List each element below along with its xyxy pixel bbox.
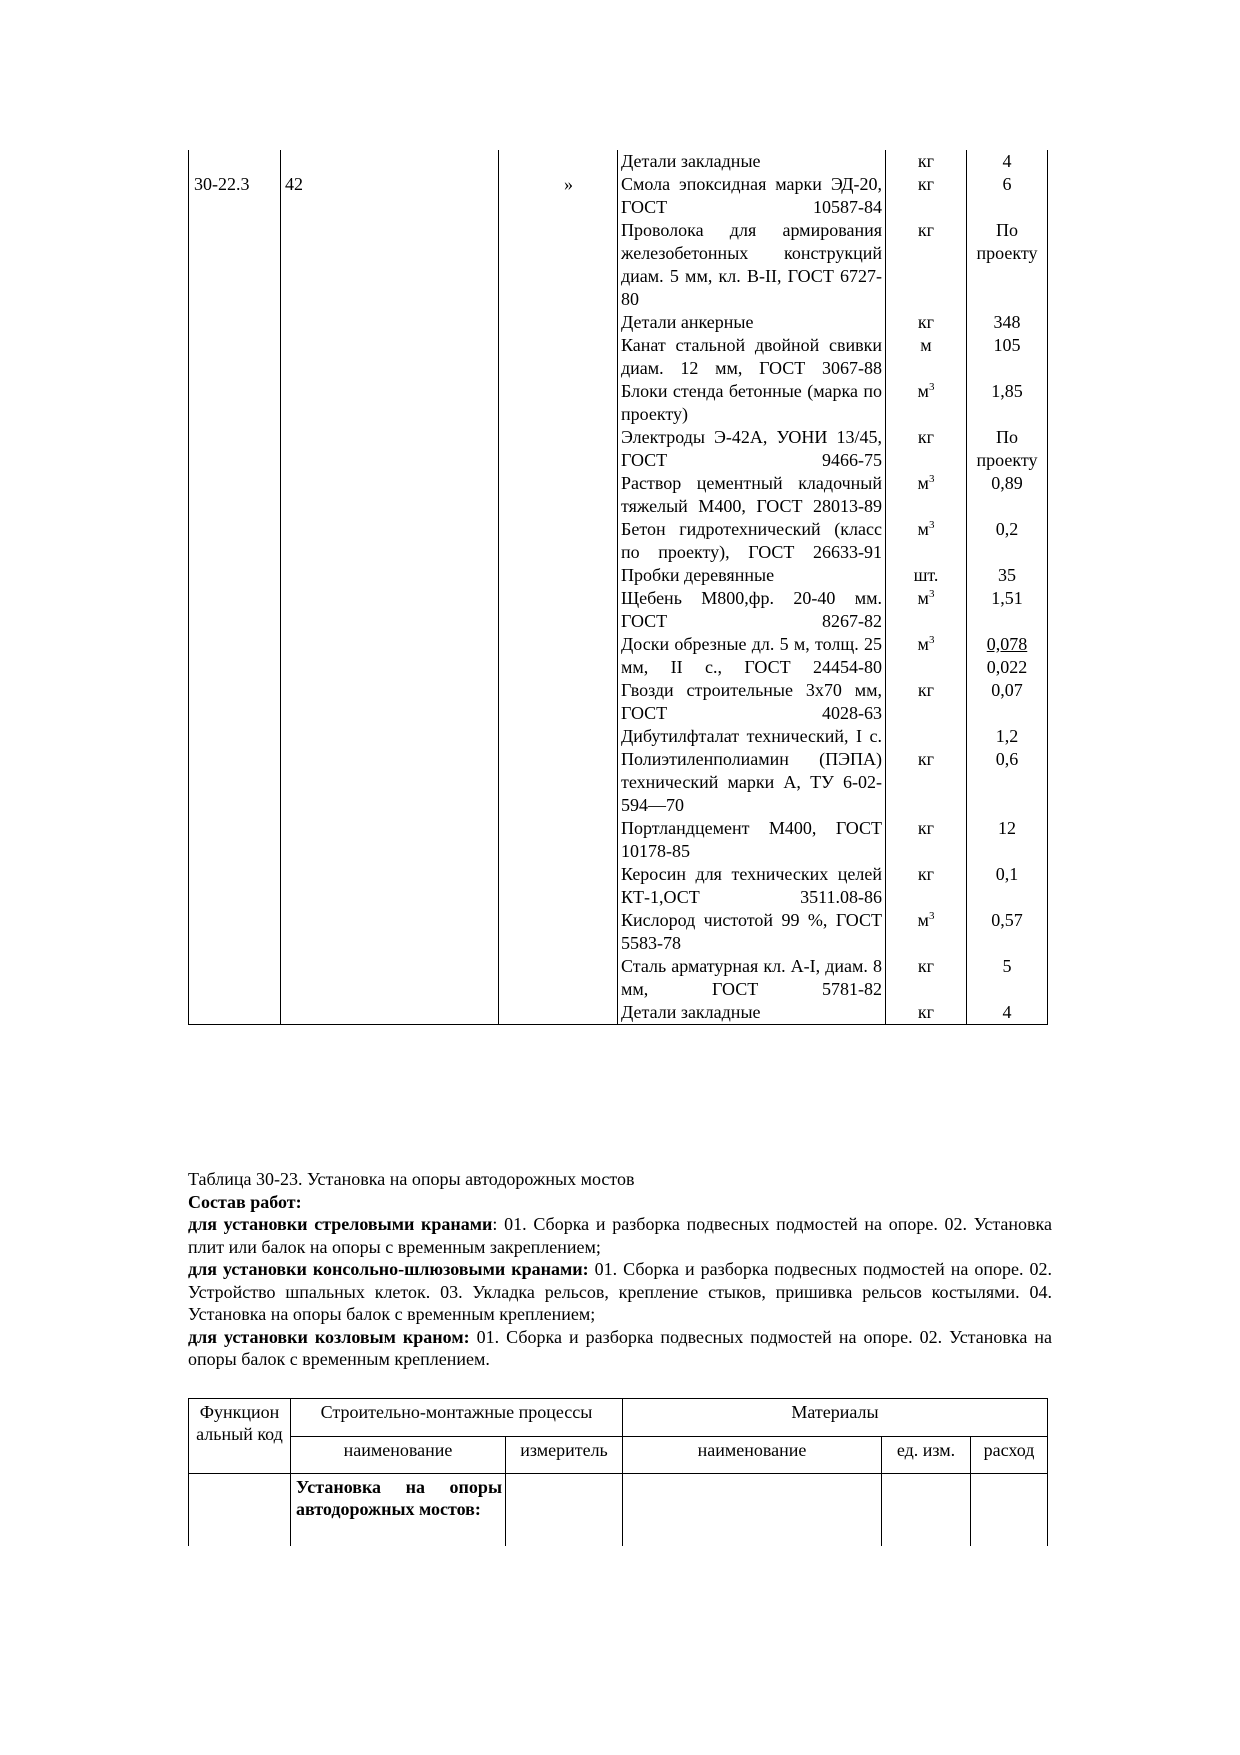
- material-name-line: технический, I с.: [746, 726, 882, 746]
- qty-text: 1,51: [991, 588, 1023, 608]
- cell-measure: [499, 1001, 618, 1025]
- header-materials: Материалы: [623, 1399, 1048, 1437]
- cell-unit: [886, 863, 967, 909]
- material-name-line: Смола эпоксидная марки: [621, 174, 822, 194]
- unit-text: кг: [917, 864, 935, 884]
- unit-text: м: [917, 634, 929, 654]
- cell-code: [189, 426, 281, 472]
- unit-text: кг: [917, 680, 935, 700]
- material-name-line: 26633-91: [813, 542, 882, 562]
- material-name-line: толщ. 25 мм, II с., ГОСТ: [621, 634, 883, 677]
- cell-code: [189, 679, 281, 725]
- material-name-line: конструкций диам. 5 мм, кл.: [621, 243, 882, 286]
- cell-material-name: [618, 150, 886, 173]
- material-name-line: Кислород чистотой 99 %,: [621, 910, 828, 930]
- cell-qty: [967, 863, 1048, 909]
- table-caption: Таблица 30-23. Установка на опоры автодорожных мостов: [188, 1169, 635, 1189]
- cell-unit: [886, 472, 967, 518]
- material-name-line: Проволока для армирования: [621, 220, 882, 240]
- cell-unit: [886, 955, 967, 1001]
- header-process-name: наименование: [291, 1436, 506, 1474]
- unit-superscript: 3: [928, 634, 935, 646]
- table-row: [189, 679, 1048, 725]
- cell-code: [189, 150, 281, 173]
- cell-material-name: [618, 748, 886, 817]
- cell-process: [281, 380, 499, 426]
- unit-text: м: [917, 473, 929, 493]
- qty-text: 0,078: [986, 634, 1028, 654]
- cell-code: [189, 1001, 281, 1025]
- cell-qty: [967, 1001, 1048, 1025]
- material-name-line: (марка по проекту): [621, 381, 882, 424]
- material-name-line: целей КТ-1,ОСТ 3511.08-86: [621, 864, 882, 907]
- cell-measure: [499, 909, 618, 955]
- cell-material-name: [618, 955, 886, 1001]
- cell-unit: [882, 1474, 971, 1547]
- qty-text: По проекту: [976, 220, 1038, 263]
- qty-text: По проекту: [976, 427, 1038, 470]
- cell-unit: [886, 748, 967, 817]
- cell-material-name: [618, 380, 886, 426]
- cell-process: [281, 863, 499, 909]
- table-row: [189, 426, 1048, 472]
- cell-code: [189, 587, 281, 633]
- material-name-line: Детали закладные: [621, 151, 761, 171]
- cell-measure: [499, 380, 618, 426]
- cell-measure: »: [499, 173, 618, 219]
- cell-material-name: [618, 518, 886, 564]
- material-name-line: Электроды Э-42А, УОНИ: [621, 427, 828, 447]
- cell-code: [189, 633, 281, 679]
- cell-unit: [886, 426, 967, 472]
- cell-unit: кг: [886, 150, 967, 173]
- unit-text: кг: [917, 749, 935, 769]
- cell-qty: [967, 564, 1048, 587]
- cell-code: [189, 725, 281, 748]
- cell-consumption: [971, 1474, 1048, 1547]
- cell-process: 42: [281, 173, 499, 219]
- cell-unit: [886, 380, 967, 426]
- header-unit: ед. изм.: [882, 1436, 971, 1474]
- cell-code: [189, 311, 281, 334]
- material-name-line: ГОСТ 8267-82: [621, 611, 882, 631]
- cell-unit: [886, 311, 967, 334]
- cell-qty: [967, 472, 1048, 518]
- cell-measure: [499, 817, 618, 863]
- unit-superscript: 3: [928, 588, 935, 600]
- cell-measure: [499, 334, 618, 380]
- cell-qty: [967, 587, 1048, 633]
- qty-text: 1,85: [991, 381, 1023, 401]
- cell-process: [281, 1001, 499, 1025]
- cell-code: [189, 334, 281, 380]
- cell-measure: [506, 1474, 623, 1547]
- cell-material-name: [618, 334, 886, 380]
- unit-text: м: [917, 381, 929, 401]
- material-name-line: ЭД-20, ГОСТ 10587-84: [621, 174, 883, 217]
- qty-text: 0,2: [995, 519, 1019, 539]
- header-code: Функцион альный код: [189, 1399, 291, 1474]
- table-row: [189, 334, 1048, 380]
- cell-material-name: [618, 633, 886, 679]
- qty-text: 6: [1002, 174, 1012, 194]
- material-name-line: Раствор цементный: [621, 473, 783, 493]
- qty-text: 5: [1002, 956, 1012, 976]
- cell-code: [189, 817, 281, 863]
- cell-process: [281, 633, 499, 679]
- cell-code: [189, 955, 281, 1001]
- table-row: [189, 863, 1048, 909]
- table-row: [189, 817, 1048, 863]
- table-row: [189, 219, 1048, 311]
- unit-superscript: 3: [928, 473, 935, 485]
- cell-code: 30-22.3: [189, 173, 281, 219]
- unit-superscript: 3: [928, 910, 935, 922]
- table-row: [189, 564, 1048, 587]
- cell-unit: [886, 173, 967, 219]
- material-name-line: 3067-88: [822, 358, 882, 378]
- cell-unit: [886, 564, 967, 587]
- material-name-line: железобетонных: [621, 243, 749, 263]
- cell-unit: [886, 633, 967, 679]
- material-name-line: Канат стальной двойной: [621, 335, 820, 355]
- cell-process: [281, 219, 499, 311]
- material-name-line: Бетон гидротехнический: [621, 519, 821, 539]
- qty-text: 0,6: [995, 749, 1019, 769]
- cell-measure: [499, 863, 618, 909]
- table-30-23-header: [188, 1398, 1048, 1546]
- material-name-line: Детали закладные: [621, 1002, 761, 1022]
- cell-process: [281, 679, 499, 725]
- cell-qty: [967, 817, 1048, 863]
- table-row: [189, 725, 1048, 748]
- cell-unit: [886, 334, 967, 380]
- material-name-line: 13/45, ГОСТ 9466-75: [621, 427, 882, 470]
- materials-table-continued: [188, 150, 1048, 1025]
- unit-superscript: 3: [928, 519, 935, 531]
- cell-qty: [967, 955, 1048, 1001]
- unit-text: кг: [917, 956, 935, 976]
- material-name-line: (класс по проекту), ГОСТ: [621, 519, 882, 562]
- material-name-line: В-II, ГОСТ 6727-80: [621, 266, 882, 309]
- material-name-line: мм, ГОСТ 4028-63: [621, 680, 882, 723]
- cell-unit: [886, 817, 967, 863]
- table-row: [189, 909, 1048, 955]
- cell-qty: [967, 173, 1048, 219]
- composition-paragraph-3: для установки козловым краном: 01. Сборка и разборка подвесных подмостей на опоре. 02. Установка на опоры балок с временным креплением.: [188, 1326, 1052, 1369]
- cell-code: [189, 863, 281, 909]
- cell-unit: [886, 679, 967, 725]
- cell-qty: [967, 679, 1048, 725]
- cell-measure: [499, 426, 618, 472]
- cell-code: [189, 518, 281, 564]
- cell-measure: [499, 564, 618, 587]
- cell-process: Установка на опоры автодорожных мостов:: [291, 1474, 506, 1547]
- table-row: [189, 150, 1048, 173]
- header-measure: измеритель: [506, 1436, 623, 1474]
- cell-measure: [499, 518, 618, 564]
- cell-material-name: [618, 219, 886, 311]
- header-material-name: наименование: [623, 1436, 882, 1474]
- cell-material: [623, 1474, 882, 1547]
- cell-qty: [967, 909, 1048, 955]
- table-row: [189, 587, 1048, 633]
- qty-text: 0,07: [991, 680, 1023, 700]
- cell-process: [281, 909, 499, 955]
- cell-unit: [886, 518, 967, 564]
- cell-unit: [886, 219, 967, 311]
- header-row-1: [189, 1399, 1048, 1437]
- cell-process: [281, 472, 499, 518]
- unit-text: кг: [917, 174, 935, 194]
- cell-process: [281, 426, 499, 472]
- cell-unit: [886, 909, 967, 955]
- table-row: [189, 311, 1048, 334]
- table-row: [189, 173, 1048, 219]
- cell-process: [281, 334, 499, 380]
- cell-qty: [967, 633, 1048, 679]
- header-consumption: расход: [971, 1436, 1048, 1474]
- cell-material-name: [618, 679, 886, 725]
- cell-qty: [967, 380, 1048, 426]
- cell-process: [281, 150, 499, 173]
- unit-text: шт.: [913, 565, 939, 585]
- material-name-line: Детали анкерные: [621, 312, 754, 332]
- cell-code: [189, 748, 281, 817]
- cell-measure: [499, 748, 618, 817]
- material-name-line: Блоки стенда бетонные: [621, 381, 802, 401]
- qty-text: 1,2: [995, 726, 1019, 746]
- cell-measure: [499, 955, 618, 1001]
- cell-code: [189, 1474, 291, 1547]
- cell-material-name: [618, 311, 886, 334]
- composition-label: Состав работ:: [188, 1191, 302, 1212]
- cell-measure: [499, 311, 618, 334]
- cell-qty: [967, 219, 1048, 311]
- header-row-2: [189, 1436, 1048, 1474]
- cell-material-name: [618, 587, 886, 633]
- qty-text: 105: [993, 335, 1021, 355]
- cell-measure: [499, 150, 618, 173]
- qty-text: 4: [1002, 1002, 1012, 1022]
- table-row: [189, 1001, 1048, 1025]
- cell-material-name: [618, 725, 886, 748]
- cell-measure: [499, 472, 618, 518]
- table-row: [189, 955, 1048, 1001]
- unit-text: кг: [917, 818, 935, 838]
- table-row: [189, 472, 1048, 518]
- material-name-line: ГОСТ 10178-85: [621, 818, 883, 861]
- cell-measure: [499, 587, 618, 633]
- cell-material-name: [618, 173, 886, 219]
- cell-process: [281, 725, 499, 748]
- cell-process: [281, 748, 499, 817]
- table-row: [189, 380, 1048, 426]
- material-name-line: А, ТУ 6-02-594—70: [621, 772, 882, 815]
- material-name-line: Пробки деревянные: [621, 565, 775, 585]
- material-name-line: диам. 8 мм, ГОСТ 5781-82: [621, 956, 882, 999]
- unit-text: м: [920, 335, 932, 355]
- cell-material-name: [618, 1001, 886, 1025]
- cell-qty: [967, 334, 1048, 380]
- cell-measure: [499, 633, 618, 679]
- cell-process: [281, 518, 499, 564]
- qty-text: 348: [993, 312, 1021, 332]
- material-name-line: ГОСТ 28013-89: [756, 496, 883, 516]
- material-name-line: ГОСТ 5583-78: [621, 910, 882, 953]
- qty-text: 0,89: [991, 473, 1023, 493]
- unit-text: кг: [917, 220, 935, 240]
- cell-material-name: [618, 564, 886, 587]
- cell-qty: 4: [967, 150, 1048, 173]
- qty-text: 0,1: [995, 864, 1019, 884]
- material-name-line: Портландцемент М400,: [621, 818, 817, 838]
- cell-process: [281, 564, 499, 587]
- unit-superscript: 3: [928, 381, 935, 393]
- table-row: [189, 518, 1048, 564]
- unit-text: кг: [917, 1002, 935, 1022]
- cell-measure: [499, 219, 618, 311]
- cell-qty: [967, 518, 1048, 564]
- cell-unit: [886, 587, 967, 633]
- qty-text: 35: [998, 565, 1016, 585]
- cell-qty: [967, 311, 1048, 334]
- material-name-line: Керосин для технических: [621, 864, 829, 884]
- cell-process: [281, 955, 499, 1001]
- material-name-line: Дибутилфталат: [621, 726, 740, 746]
- cell-unit: [886, 1001, 967, 1025]
- cell-code: [189, 380, 281, 426]
- unit-text: м: [917, 910, 929, 930]
- material-name-line: кладочный тяжелый М400,: [621, 473, 883, 516]
- material-name-line: (ПЭПА) технический марки: [621, 749, 882, 792]
- material-name-line: 24454-80: [813, 657, 882, 677]
- composition-paragraph-1: для установки стреловыми кранами: 01. Сборка и разборка подвесных подмостей на опоре. 02. Установка плит или балок на опоры с временным закреплением;: [188, 1214, 1052, 1257]
- composition-paragraph-2: для установки консольно-шлюзовыми кранами: 01. Сборка и разборка подвесных подмостей на опоре. 02. Устройство шпальных клеток. 03. Укладка рельсов, крепление стыков, пришивка рельсов костылями. 04. Установка на опоры балок с временным креплением;: [188, 1259, 1052, 1324]
- material-name-line: Щебень М800,фр. 20-40 мм.: [621, 588, 882, 608]
- cell-material-name: [618, 863, 886, 909]
- unit-text: м: [917, 588, 929, 608]
- cell-code: [189, 909, 281, 955]
- material-name-line: Гвозди строительные 3х70: [621, 680, 842, 700]
- unit-text: кг: [917, 427, 935, 447]
- qty-text-secondary: 0,022: [986, 657, 1028, 677]
- unit-text: м: [917, 519, 929, 539]
- material-name-line: Сталь арматурная кл. А-I,: [621, 956, 821, 976]
- cell-process: [281, 817, 499, 863]
- cell-qty: [967, 725, 1048, 748]
- material-name-line: Доски обрезные дл. 5 м,: [621, 634, 810, 654]
- table-row: [189, 633, 1048, 679]
- cell-qty: [967, 426, 1048, 472]
- unit-text: кг: [917, 312, 935, 332]
- cell-qty: [967, 748, 1048, 817]
- table-row: [189, 748, 1048, 817]
- table-row: [189, 1474, 1048, 1547]
- cell-material-name: [618, 909, 886, 955]
- cell-material-name: [618, 472, 886, 518]
- cell-code: [189, 472, 281, 518]
- material-name-line: свивки диам. 12 мм, ГОСТ: [621, 335, 882, 378]
- cell-material-name: [618, 817, 886, 863]
- header-processes: Строительно-монтажные процессы: [291, 1399, 623, 1437]
- qty-text: 0,57: [991, 910, 1023, 930]
- cell-measure: [499, 679, 618, 725]
- cell-process: [281, 587, 499, 633]
- cell-code: [189, 219, 281, 311]
- section-text: [188, 1168, 1052, 1371]
- cell-code: [189, 564, 281, 587]
- cell-process: [281, 311, 499, 334]
- cell-measure: [499, 725, 618, 748]
- cell-unit: [886, 725, 967, 748]
- material-name-line: Полиэтиленполиамин: [621, 749, 789, 769]
- qty-text: 12: [998, 818, 1016, 838]
- cell-material-name: [618, 426, 886, 472]
